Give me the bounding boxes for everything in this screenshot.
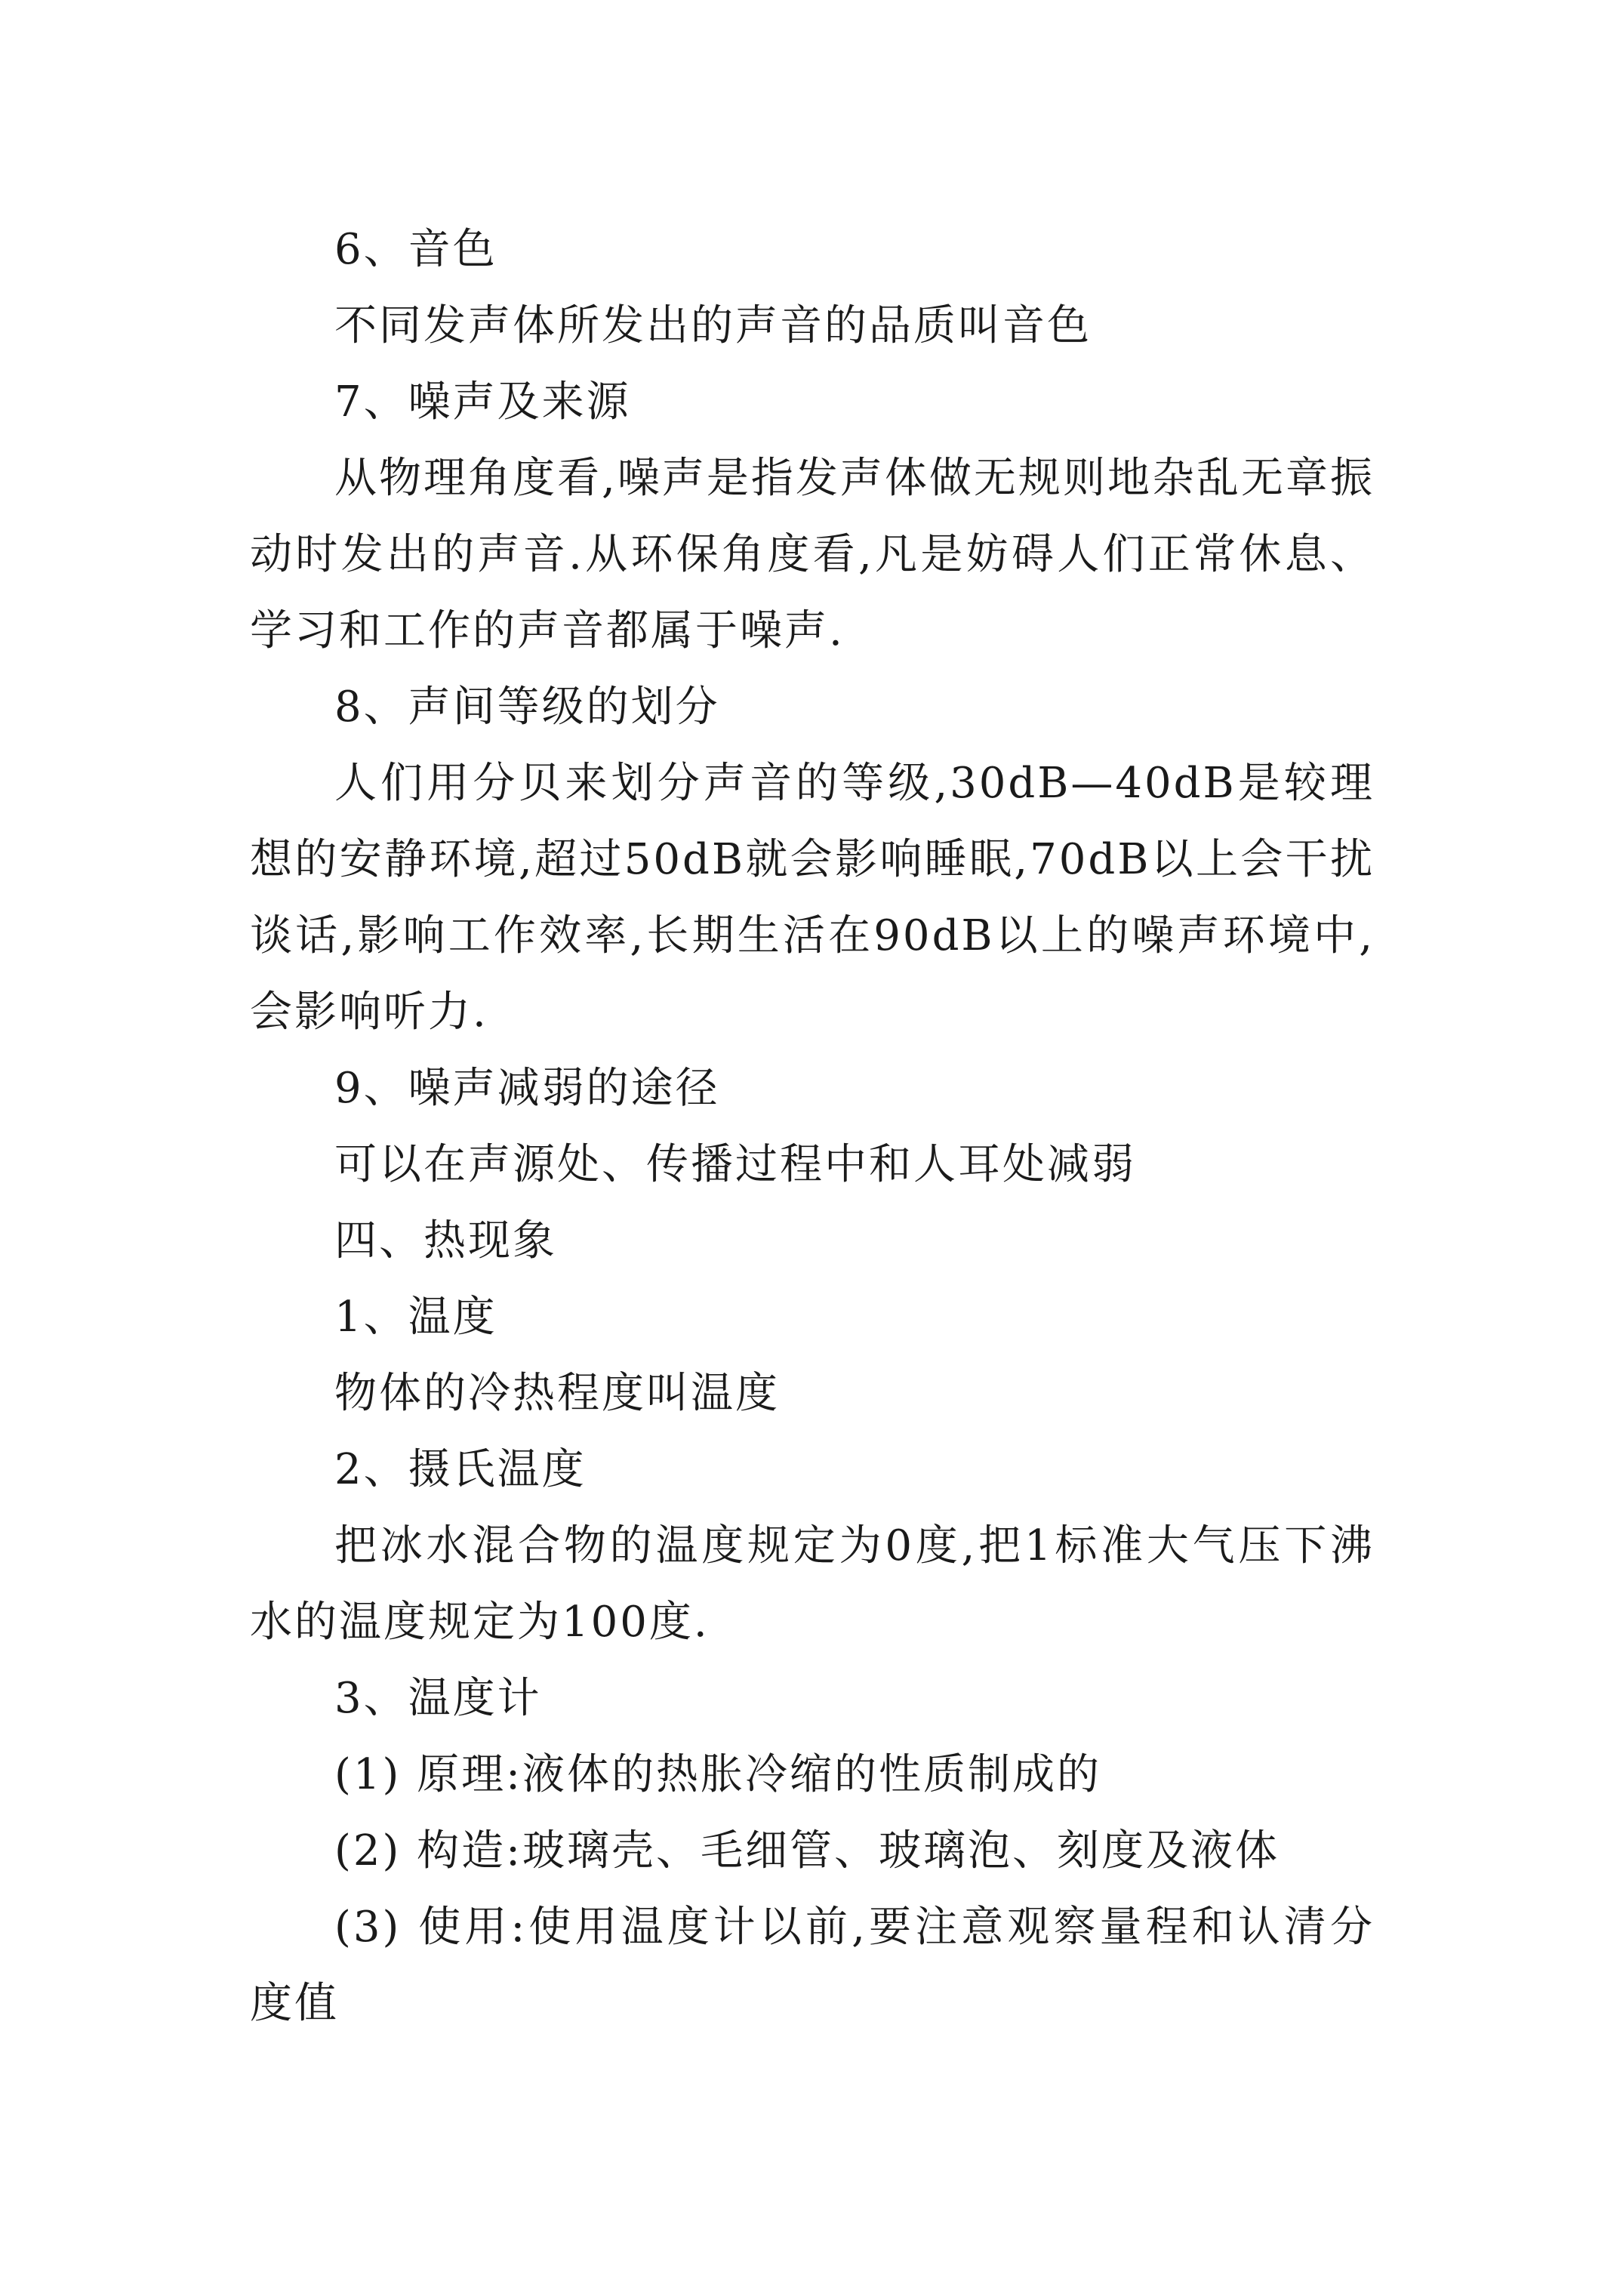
heading-heat-phenomena: 四、热现象: [334, 1216, 557, 1265]
paragraph-noise-reduction: 可以在声源处、传播过程中和人耳处减弱: [334, 1140, 1136, 1189]
paragraph-temperature-definition: 物体的冷热程度叫温度: [334, 1369, 780, 1418]
paragraph-celsius-definition: 把冰水混合物的温度规定为0度,把1标准大气压下沸水的温度规定为100度.: [250, 1521, 1375, 1647]
paragraph-noise-definition: 从物理角度看,噪声是指发声体做无规则地杂乱无章振动时发出的声音.从环保角度看,凡是妨碍人们正常休息、学习和工作的声音都属于噪声.: [250, 454, 1375, 655]
heading-temperature: 1、温度: [334, 1293, 497, 1342]
paragraph-sound-level: 人们用分贝来划分声音的等级,30dB—40dB是较理想的安静环境,超过50dB就会影响睡眠,70dB以上会干扰谈话,影响工作效率,长期生活在90dB以上的噪声环境中,会影响听力.: [250, 759, 1375, 1037]
heading-thermometer: 3、温度计: [334, 1674, 542, 1723]
heading-noise-reduction: 9、噪声减弱的途径: [334, 1064, 720, 1113]
heading-celsius: 2、摄氏温度: [334, 1445, 587, 1494]
heading-timbre: 6、音色: [334, 225, 497, 274]
paragraph-timbre-definition: 不同发声体所发出的声音的品质叫音色: [334, 301, 1092, 350]
paragraph-thermometer-principle: (1) 原理:液体的热胀冷缩的性质制成的: [334, 1750, 1101, 1799]
heading-sound-level: 8、声间等级的划分: [334, 683, 720, 732]
paragraph-thermometer-structure: (2) 构造:玻璃壳、毛细管、玻璃泡、刻度及液体: [334, 1826, 1280, 1875]
heading-noise-source: 7、噪声及来源: [334, 378, 631, 427]
document-body: [250, 211, 1375, 2042]
paragraph-thermometer-usage: (3) 使用:使用温度计以前,要注意观察量程和认清分度值: [250, 1903, 1375, 2028]
